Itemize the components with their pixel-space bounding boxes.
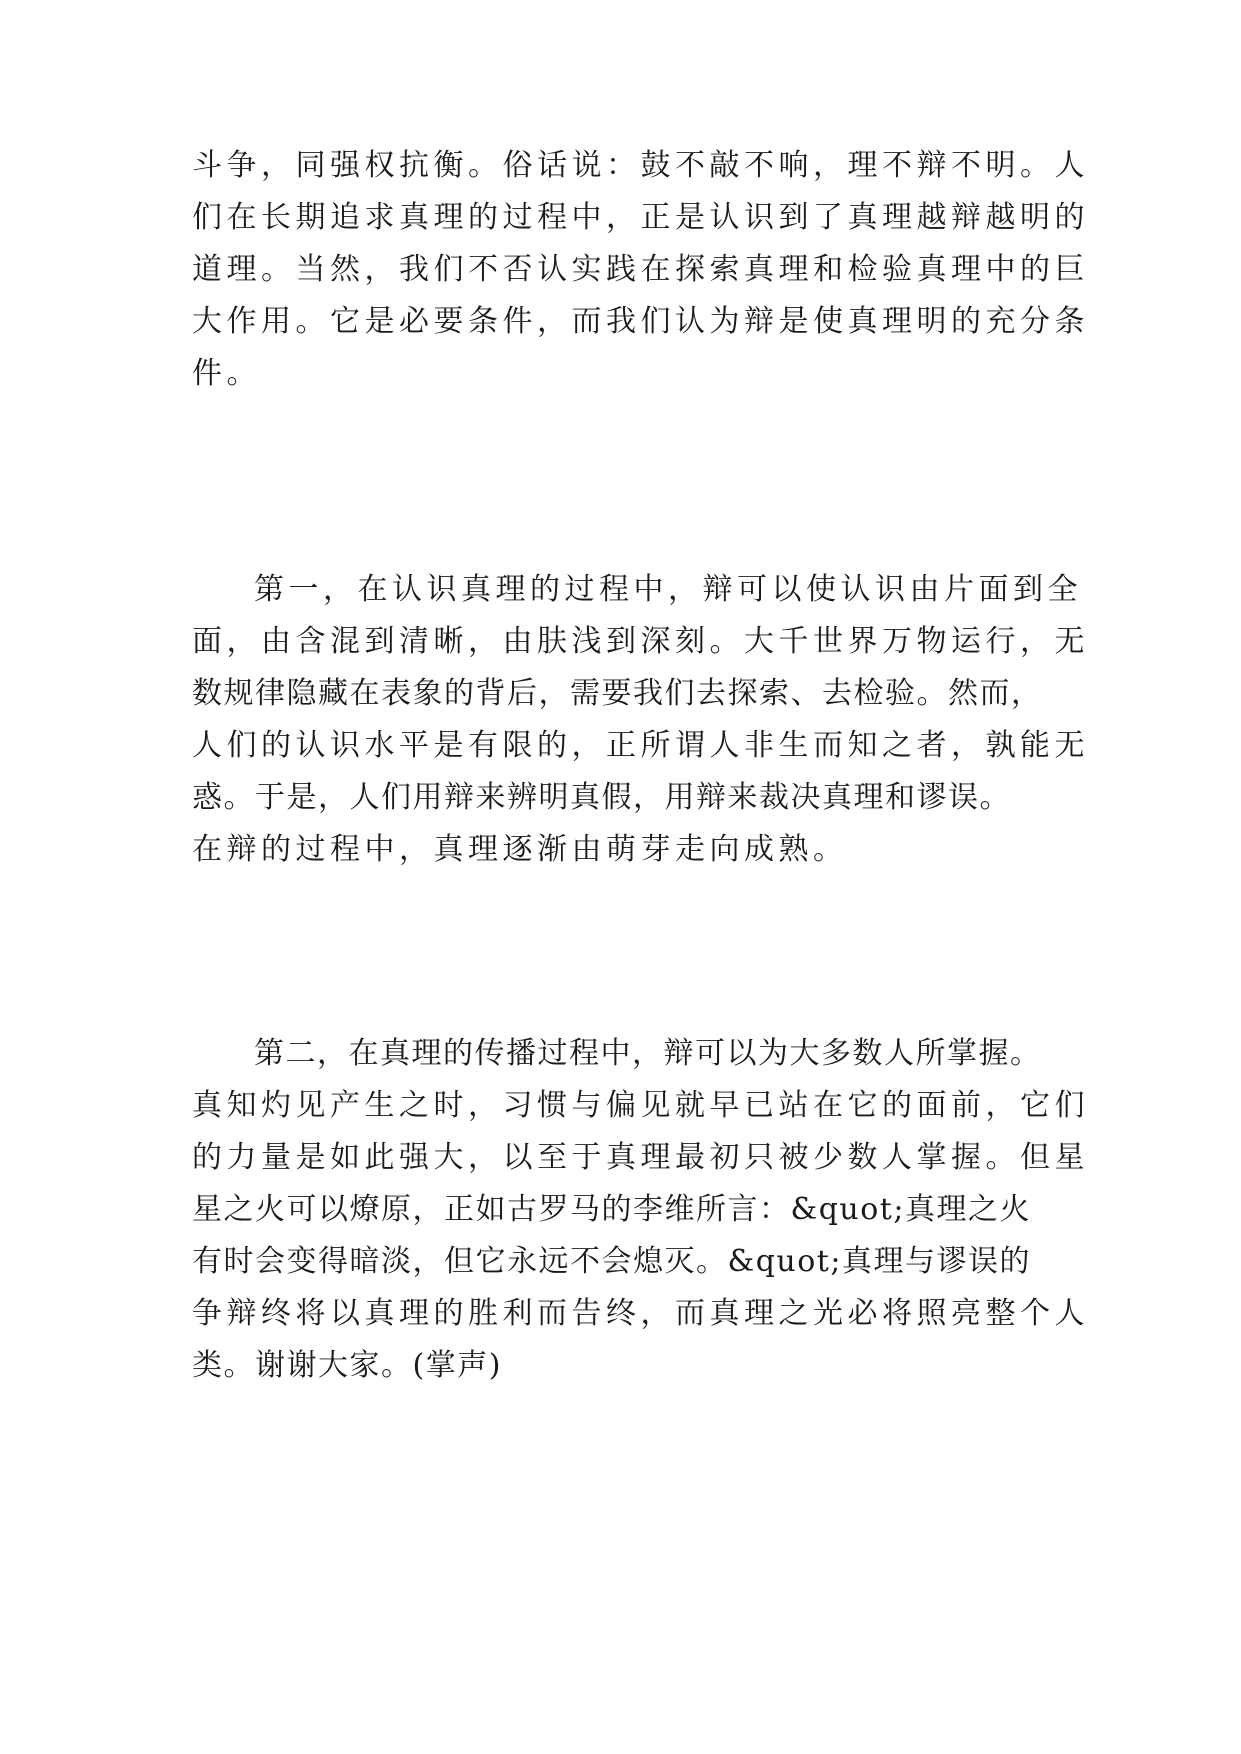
paragraph-3-line-5: 有时会变得暗淡，但它永远不会熄灭。&quot;真理与谬误的: [192, 1244, 1031, 1279]
paragraph-3-line-7: 类。谢谢大家。(掌声): [192, 1348, 502, 1383]
paragraph-1-line-5: 件。: [192, 356, 261, 391]
paragraph-1-line-3: 道理。当然，我们不否认实践在探索真理和检验真理中的巨: [192, 252, 1089, 287]
paragraph-2-line-5: 惑。于是，人们用辩来辨明真假，用辩来裁决真理和谬误。: [192, 780, 1011, 815]
paragraph-2-line-2: 面，由含混到清晰，由肤浅到深刻。大千世界万物运行，无: [192, 624, 1089, 659]
paragraph-1-line-4: 大作用。它是必要条件，而我们认为辩是使真理明的充分条: [192, 304, 1089, 339]
paragraph-3-line-2: 真知灼见产生之时，习惯与偏见就早已站在它的面前，它们: [192, 1088, 1089, 1123]
paragraph-3-line-4: 星之火可以燎原，正如古罗马的李维所言：&quot;真理之火: [192, 1192, 1031, 1227]
paragraph-2-line-4: 人们的认识水平是有限的，正所谓人非生而知之者，孰能无: [192, 728, 1089, 763]
paragraph-2-line-1: 第一，在认识真理的过程中，辩可以使认识由片面到全: [254, 572, 1082, 607]
paragraph-3-line-1: 第二，在真理的传播过程中，辩可以为大多数人所掌握。: [254, 1036, 1042, 1071]
paragraph-2-line-6: 在辩的过程中，真理逐渐由萌芽走向成熟。: [192, 832, 848, 867]
paragraph-1-line-2: 们在长期追求真理的过程中，正是认识到了真理越辩越明的: [192, 200, 1089, 235]
paragraph-3-line-6: 争辩终将以真理的胜利而告终，而真理之光必将照亮整个人: [192, 1296, 1089, 1331]
paragraph-2-line-3: 数规律隐藏在表象的背后，需要我们去探索、去检验。然而，: [192, 676, 1043, 711]
paragraph-1-line-1: 斗争，同强权抗衡。俗话说：鼓不敲不响，理不辩不明。人: [192, 148, 1089, 183]
paragraph-3-line-3: 的力量是如此强大，以至于真理最初只被少数人掌握。但星: [192, 1140, 1089, 1175]
